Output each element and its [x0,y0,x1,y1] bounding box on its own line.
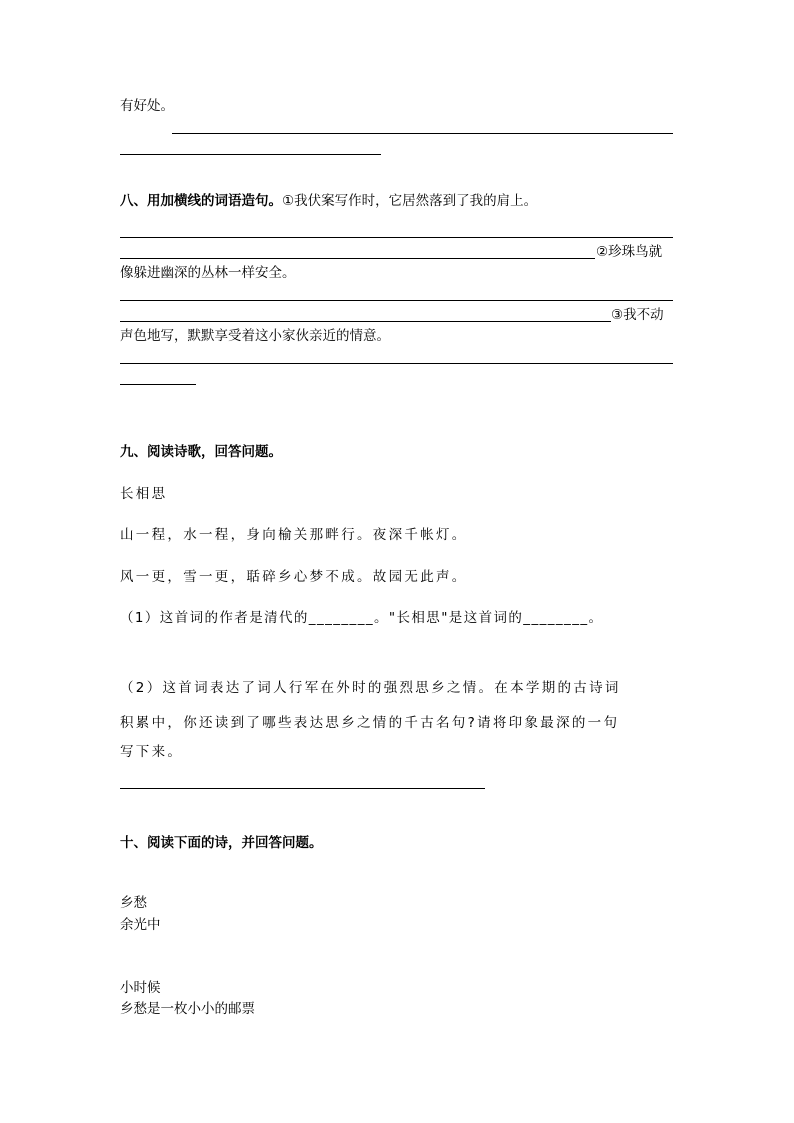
answer-line [120,788,485,789]
section-8-question [120,192,537,210]
section-8-item-2-cont: 像躲进幽深的丛林一样安全。 [120,265,296,281]
poem-title: 乡愁 [120,895,147,911]
answer-line [120,154,381,155]
section-9-question-2-cont: 积累中，你还读到了哪些表达思乡之情的千古名句?请将印象最深的一句 [120,715,620,731]
answer-line [172,133,673,134]
answer-line [120,321,611,322]
section-9-question-2-cont: 写下来。 [120,744,184,760]
section-8-item-2-start: ②珍珠鸟就 [596,244,663,260]
poem-line: 风一更，雪一更，聒碎乡心梦不成。故园无此声。 [120,569,468,585]
poem-author: 余光中 [120,917,161,933]
section-8-heading: 八、用加横线的词语造句。 [120,193,282,209]
section-8-item-3-start: ③我不动 [611,307,664,323]
section-8-item-3-cont: 声色地写，默默享受着这小家伙亲近的情意。 [120,328,390,344]
answer-line [120,258,595,259]
answer-line [120,300,673,301]
poem-title: 长相思 [120,486,168,502]
section-8-item-1: ①我伏案写作时，它居然落到了我的肩上。 [282,193,538,209]
answer-line [120,363,673,364]
poem-line: 小时候 [120,980,161,996]
poem-line: 乡愁是一枚小小的邮票 [120,1001,255,1017]
section-9-heading: 九、阅读诗歌，回答问题。 [120,444,282,460]
poem-line: 山一程，水一程，身向榆关那畔行。夜深千帐灯。 [120,527,468,543]
section-7-tail-text: 有好处。 [120,98,174,114]
section-9-question-1: （1）这首词的作者是清代的________。"长相思"是这首词的________。 [120,610,604,626]
answer-line [120,237,673,238]
answer-line [120,384,196,385]
section-10-heading: 十、阅读下面的诗，并回答问题。 [120,835,323,851]
section-9-question-2: （2）这首词表达了词人行军在外时的强烈思乡之情。在本学期的古诗词 [120,680,621,696]
